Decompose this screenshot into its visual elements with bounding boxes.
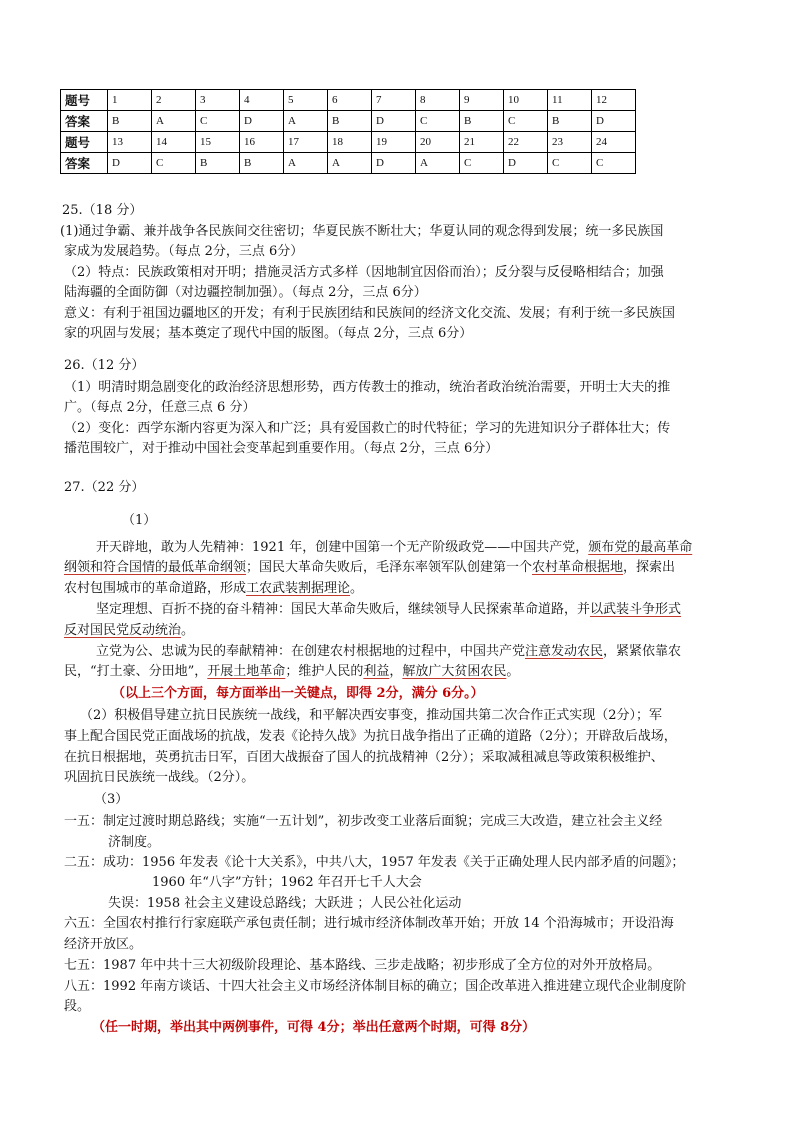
q25-p1-line2: 家成为发展趋势。（每点 2分，三点 6分） [64,244,304,259]
q27-part3-label: （3） [94,792,129,807]
answer-cell: C [196,111,240,132]
question-number-cell: 4 [240,90,284,111]
question-number-cell: 20 [416,132,460,153]
q26-p2-line1: （2）变化：西学东渐内容更为深入和广泛；具有爱国救亡的时代特征；学习的先进知识分子群体壮大；传 [64,421,671,436]
q27-y7: 七五：1987 年中共十三大初级阶段理论、基本路线、三步走战略；初步形成了全方位的对外开放格局。 [64,958,661,973]
question-number-cell: 17 [284,132,328,153]
answer-cell: D [592,111,636,132]
q27-s1-line1 [96,538,692,558]
answer-cell: C [416,111,460,132]
question-number-cell: 15 [196,132,240,153]
question-number-cell: 9 [460,90,504,111]
s3-text-4: ；维护人民的 [285,664,364,679]
s3-text-6: 。 [506,664,520,679]
s3-text-5: ， [389,664,403,679]
q27-s2-line1 [96,600,681,620]
answer-cell: A [284,153,328,174]
answer-cell: A [416,153,460,174]
s3-text-3: 民，“打土豪、分田地”， [64,664,208,679]
answer-cell: C [460,153,504,174]
question-number-cell: 16 [240,132,284,153]
s3-key-1: 注意发动农民 [525,644,604,659]
answer-cell: B [196,153,240,174]
answer-cell: D [504,153,548,174]
s1-text-5: 。 [350,581,364,596]
s3-key-2: 开展土地革命 [207,664,286,679]
question-number-cell: 3 [196,90,240,111]
q27-y1-line2: 济制度。 [108,835,161,850]
q27-s1-line2 [64,558,675,578]
q27-part1-label: （1） [122,513,157,528]
q27-s1-line3 [64,579,363,599]
s1-key-1b: 纲领和符合国情的最低革命纲领 [64,560,247,575]
s1-text: 开天辟地，敢为人先精神：1921 年，创建中国第一个无产阶级政党——中国共产党， [96,540,589,555]
answer-table [60,89,636,174]
s1-text-2: ；国民大革命失败后，毛泽东率领军队创建第一个 [246,560,533,575]
question-number-cell: 21 [460,132,504,153]
q27-y6-line1: 六五：全国农村推行行家庭联产承包责任制；进行城市经济体制改革开始；开放 14 个沿海城市；开设沿海 [64,916,674,931]
q27-s3-line2 [64,662,519,682]
q27-p2-line1: （2）积极倡导建立抗日民族统一战线，和平解决西安事变，推动国共第二次合作正式实现（2分）；军 [80,708,663,723]
q27-y2-line3: 失误：1958 社会主义建设总路线；大跃进 ；人民公社化运动 [108,896,462,911]
question-number-header: 题号 [61,132,108,153]
answer-header: 答案 [61,153,108,174]
question-number-cell: 7 [372,90,416,111]
question-number-cell: 19 [372,132,416,153]
question-number-cell: 1 [108,90,152,111]
s1-key-1: 颁布党的最高革命 [588,540,693,555]
question-number-cell: 6 [328,90,372,111]
q25-p2-line1: （2）特点：民族政策相对开明；措施灵活方式多样（因地制宜因俗而治）；反分裂与反侵略相结合；加强 [64,265,664,280]
q27-y1-line1: 一五：制定过渡时期总路线；实施“一五计划”，初步改变工业落后面貌；完成三大改造，建立社会主义经 [64,814,663,829]
answer-cell: D [108,153,152,174]
answer-cell: C [152,153,196,174]
q26-p1-line2: 广。（每点 2分，任意三点 6 分） [64,400,256,415]
s2-key-1: 以武装斗争形式 [590,602,682,617]
s1-key-3: 工农武装割据理论 [246,581,351,596]
question-number-cell: 12 [592,90,636,111]
q27-y8-line1: 八五：1992 年南方谈话、十四大社会主义市场经济体制目标的确立；国企改革进入推进建立现代企业制度阶 [64,979,687,994]
q25-p3-line2: 家的巩固与发展；基本奠定了现代中国的版图。（每点 2分，三点 6分） [64,326,473,341]
q27-title: 27.（22 分） [64,480,145,495]
s2-text-2: 。 [181,623,195,638]
question-number-header: 题号 [61,90,108,111]
q26-p1-line1: （1）明清时期急剧变化的政治经济思想形势，西方传教士的推动，统治者政治统治需要，开明士大夫的推 [64,380,671,395]
answer-cell: B [548,111,592,132]
q27-y2-line2: 1960 年“八字”方针；1962 年召开七千人大会 [152,875,422,890]
q25-p2-line2: 陆海疆的全面防御（对边疆控制加强）。（每点 2分，三点 6分） [64,285,427,300]
answer-cell: A [328,153,372,174]
question-number-cell: 11 [548,90,592,111]
answer-cell: C [592,153,636,174]
q27-part1-scoring-note: （以上三个方面，每方面举出一关键点，即得 2分，满分 6分。） [112,686,484,701]
answer-cell: C [504,111,548,132]
answer-header: 答案 [61,111,108,132]
answer-table-row [61,111,636,132]
answer-cell: A [152,111,196,132]
s3-text: 立党为公、忠诚为民的奉献精神：在创建农村根据地的过程中，中国共产党 [96,644,526,659]
answer-cell: B [240,153,284,174]
q27-p2-line2: 事上配合国民党正面战场的抗战，发表《论持久战》为抗日战争指出了正确的道路（2分）；开辟敌后战场， [64,729,677,744]
s1-text-4: 农村包围城市的革命道路，形成 [64,581,247,596]
question-number-cell: 22 [504,132,548,153]
question-number-cell: 5 [284,90,328,111]
question-number-cell: 18 [328,132,372,153]
question-number-cell: 13 [108,132,152,153]
q27-p2-line3: 在抗日根据地，英勇抗击日军，百团大战振奋了国人的抗战精神（2分）；采取减租减息等政策积极维护、 [64,750,664,765]
answer-cell: B [108,111,152,132]
answer-cell: D [372,153,416,174]
answer-cell: A [284,111,328,132]
q26-p2-line2: 播范围较广，对于推动中国社会变革起到重要作用。（每点 2分，三点 6分） [64,441,499,456]
s3-key-3: 利益 [363,664,390,679]
question-number-cell: 24 [592,132,636,153]
question-number-cell: 10 [504,90,548,111]
answer-table-row [61,90,636,111]
question-number-cell: 14 [152,132,196,153]
q25-p1-line1: (1)通过争霸、兼并战争各民族间交往密切；华夏民族不断壮大；华夏认同的观念得到发展；统一多民族国 [60,224,664,239]
q25-p3-line1: 意义：有利于祖国边疆地区的开发；有利于民族团结和民族间的经济文化交流、发展；有利于统一多民族国 [64,306,676,321]
s2-key-1b: 反对国民党反动统治 [64,623,182,638]
q27-part3-scoring-note: （任一时期，举出其中两例事件，可得 4分；举出任意两个时期，可得 8分） [92,1020,536,1035]
q27-y6-line2: 经济开放区。 [64,937,143,952]
s3-key-4: 解放广大贫困农民 [402,664,507,679]
q27-y2-line1: 二五：成功：1956 年发表《论十大关系》，中共八大，1957 年发表《关于正确处理人民内部矛盾的问题》； [64,855,685,870]
q27-s3-line1 [96,642,681,662]
s1-key-2: 农村革命根据地 [532,560,624,575]
answer-cell: D [372,111,416,132]
answer-cell: C [548,153,592,174]
q27-p2-line4: 巩固抗日民族统一战线。（2分）。 [64,770,255,785]
answer-cell: B [328,111,372,132]
answer-table-row [61,153,636,174]
answer-cell: D [240,111,284,132]
q25-title: 25.（18 分） [62,203,143,218]
question-number-cell: 23 [548,132,592,153]
q27-y8-line2: 段。 [64,999,91,1014]
answer-table-row [61,132,636,153]
question-number-cell: 8 [416,90,460,111]
s2-text: 坚定理想、百折不挠的奋斗精神：国民大革命失败后，继续领导人民探索革命道路，并 [96,602,591,617]
q27-s2-line2 [64,621,194,641]
question-number-cell: 2 [152,90,196,111]
s3-text-2: ，紧紧依靠农 [603,644,682,659]
s1-text-3: ，探索出 [623,560,676,575]
q26-title: 26.（12 分） [64,358,145,373]
answer-cell: B [460,111,504,132]
